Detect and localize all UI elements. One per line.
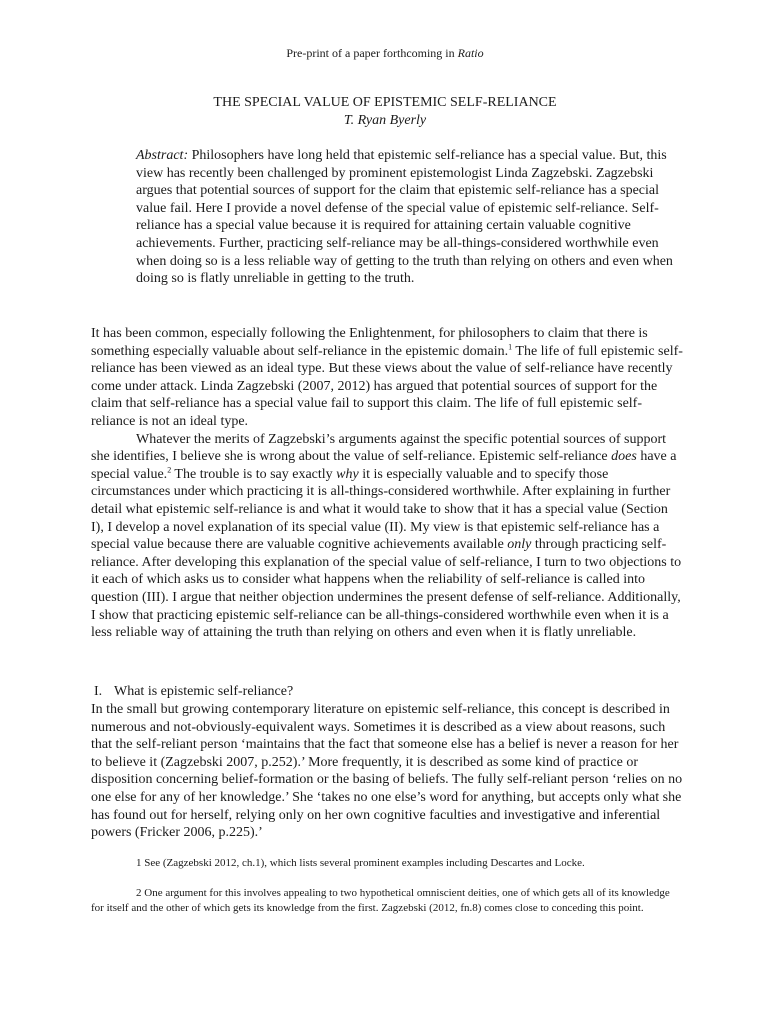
footnote-1 (91, 856, 683, 871)
intro-paragraph-1 (91, 325, 683, 431)
intro-p2-text-b: have a special value. (91, 449, 677, 482)
journal-name: Ratio (457, 46, 484, 60)
paper-author: T. Ryan Byerly (343, 113, 427, 128)
footnote-text: One argument for this involves appealing to two hypothetical omniscient deities, one of which gets all of its knowledge for itself and the other of which gets its knowledge from the first. Zagzebski (2012, fn.8) comes close to conceding this point. (91, 887, 670, 914)
intro-p2-text-c: The trouble is to say exactly (171, 466, 337, 482)
intro-p1-text-a: It has been common, especially following the Enlightenment, for philosophers to claim that there is something especially valuable about self-reliance in the epistemic domain. (91, 326, 648, 359)
intro-p2-text-d: it is especially valuable and to specify those circumstances under which practicing it is all-things-considered worthwhile. After explaining in further detail what epistemic self-reliance is and what it would take to show that it has a special value (Section I), I develop a novel explanation of its special value (II). My view is that epistemic self-reliance has a special value because there are valuable cognitive achievements available (91, 466, 671, 553)
intro-p2-text-a: Whatever the merits of Zagzebski’s arguments against the specific potential sources of support she identifies, I believe she is wrong about the value of self-reliance. Epistemic self-reliance (91, 431, 667, 465)
footnote-mark: 1 (136, 857, 142, 869)
section-heading (94, 683, 293, 701)
emphasis-does: does (611, 449, 637, 465)
section-heading-text: What is epistemic self-reliance? (114, 684, 294, 699)
footnote-text: See (Zagzebski 2012, ch.1), which lists several prominent examples including Descartes and Locke. (141, 857, 585, 869)
footnote-2 (91, 886, 683, 916)
intro-paragraph-2 (91, 431, 683, 642)
intro-p1-text-b: The life of full epistemic self-reliance has been viewed as an ideal type. But these views about the value of self-reliance have recently come under attack. Linda Zagzebski (2007, 2012) has argued that potential sources of support for the claim that self-reliance has a special value fail to support this claim. The life of full epistemic self-reliance is not an ideal type. (91, 343, 683, 429)
emphasis-why: why (336, 466, 359, 482)
footnote-ref-2[interactable]: 2 (167, 465, 172, 475)
footnote-mark: 2 (136, 887, 142, 899)
preprint-header (0, 46, 770, 60)
abstract-text: Philosophers have long held that epistemic self-reliance has a special value. But, this view has recently been challenged by prominent epistemologist Linda Zagzebski. Zagzebski argues that potential sources of support for the claim that epistemic self-reliance has a special value fail. Here I provide a novel defense of the special value of epistemic self-reliance. Self-reliance has a special value because it is required for attaining certain valuable cognitive achievements. Further, practicing self-reliance may be all-things-considered worthwhile even when doing so is a less reliable way of getting to the truth than relying on others and even when doing so is flatly unreliable in getting to the truth. (136, 148, 673, 287)
paper-title: THE SPECIAL VALUE OF EPISTEMIC SELF-RELIANCE (213, 95, 557, 110)
footnote-ref-1[interactable]: 1 (508, 341, 513, 351)
abstract-label: Abstract: (136, 148, 189, 163)
abstract (136, 147, 682, 288)
preprint-prefix: Pre-print of a paper forthcoming in (286, 46, 458, 60)
intro-p2-text-e: through practicing self-reliance. After developing this explanation of the special value of self-reliance, I turn to two objections to it each of which asks us to consider what happens when the reliability of self-reliance is called into question (III). I argue that neither objection undermines the present defense of self-reliance. Additionally, I show that practicing epistemic self-reliance can be all-things-considered worthwhile even when it is a less reliable way of attaining the truth than relying on others and even when it is flatly unreliable. (91, 537, 682, 641)
section-number: I. (94, 684, 103, 699)
emphasis-only: only (507, 537, 532, 553)
introduction (91, 325, 683, 642)
section-1-paragraph: In the small but growing contemporary literature on epistemic self-reliance, this concept is described in numerous and not-obviously-equivalent ways. Sometimes it is described as a view about reasons, such that the self-reliant person ‘maintains that the fact that someone else has a belief is never a reason for her to believe it (Zagzebski 2007, p.252).’ More frequently, it is described as some kind of practice or disposition concerning belief-formation or the basing of beliefs. The fully self-reliant person ‘relies on no one else for any of her knowledge.’ She ‘takes no one else’s word for anything, but accepts only what she has found out for herself, relying only on her own cognitive faculties and investigative and inferential powers (Fricker 2006, p.225).’ (91, 702, 683, 841)
section-1-body (91, 701, 683, 842)
